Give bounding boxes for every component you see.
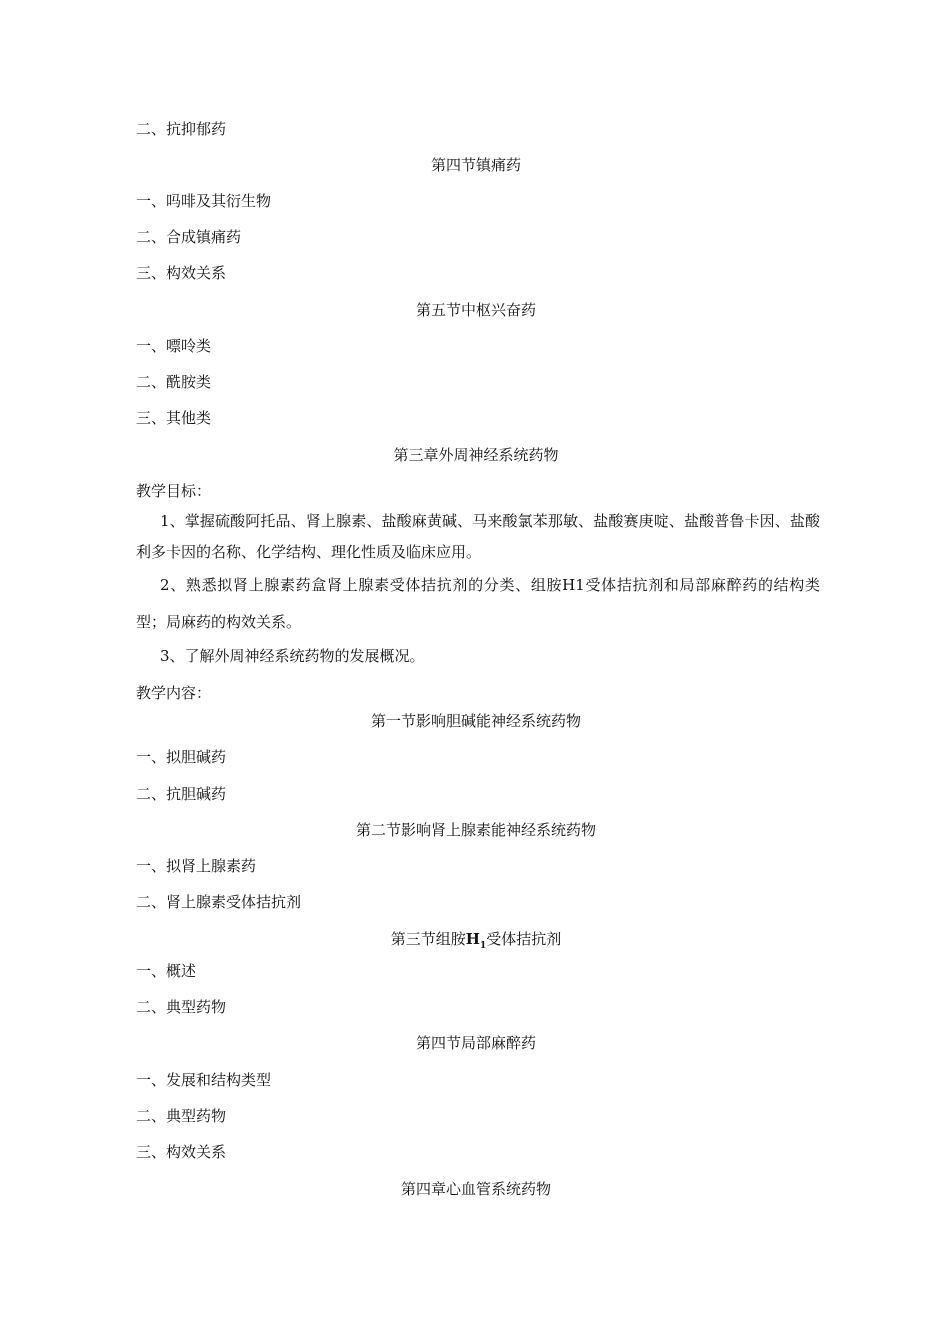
- list-item: 二、抗抑郁药: [136, 120, 227, 138]
- list-item: 二、典型药物: [136, 998, 227, 1016]
- list-item: 二、肾上腺素受体拮抗剂: [136, 893, 302, 911]
- list-item: 二、抗胆碱药: [136, 785, 227, 803]
- section-heading: 第四节镇痛药: [430, 156, 521, 174]
- list-item: 一、拟胆碱药: [136, 748, 227, 766]
- list-item: 三、构效关系: [136, 264, 227, 282]
- list-item: 二、酰胺类: [136, 373, 212, 391]
- heading-text-part: 受体拮抗剂: [486, 930, 562, 948]
- list-item: 一、吗啡及其衍生物: [136, 192, 272, 210]
- list-item: 一、嘌呤类: [136, 337, 212, 355]
- subscript-one: 1: [479, 941, 487, 951]
- chapter-heading: 第三章外周神经系统药物: [393, 446, 559, 464]
- list-item: 一、发展和结构类型: [136, 1071, 272, 1089]
- objectives-label: 教学目标：: [136, 482, 212, 500]
- section-heading: 第五节中枢兴奋药: [415, 301, 536, 319]
- objective-paragraph-3: 3、了解外周神经系统药物的发展概况。: [160, 647, 425, 665]
- list-item: 三、构效关系: [136, 1143, 227, 1161]
- h1-symbol: [465, 930, 487, 951]
- heading-text-part: 第三节组胺: [390, 930, 466, 948]
- content-label: 教学内容：: [136, 684, 212, 702]
- section-heading: [136, 929, 816, 956]
- list-item: 一、概述: [136, 962, 197, 980]
- list-item: 二、合成镇痛药: [136, 228, 242, 246]
- objective-paragraph-1: 1、掌握硫酸阿托品、肾上腺素、盐酸麻黄碱、马来酸氯苯那敏、盐酸赛庚啶、盐酸普鲁卡因、盐酸利多卡因的名称、化学结构、理化性质及临床应用。: [136, 512, 820, 561]
- list-item: 二、典型药物: [136, 1107, 227, 1125]
- section-heading: 第四节局部麻醉药: [415, 1034, 536, 1052]
- h-letter: H: [465, 930, 480, 948]
- chapter-heading: 第四章心血管系统药物: [400, 1180, 551, 1198]
- section-heading: 第二节影响肾上腺素能神经系统药物: [355, 821, 596, 839]
- objective-paragraph-2: 2、熟悉拟肾上腺素药盒肾上腺素受体拮抗剂的分类、组胺H1受体拮抗剂和局部麻醉药的结构类型；局麻药的构效关系。: [136, 576, 820, 631]
- section-heading: 第一节影响胆碱能神经系统药物: [370, 712, 581, 730]
- list-item: 三、其他类: [136, 409, 212, 427]
- list-item: 一、拟肾上腺素药: [136, 857, 257, 875]
